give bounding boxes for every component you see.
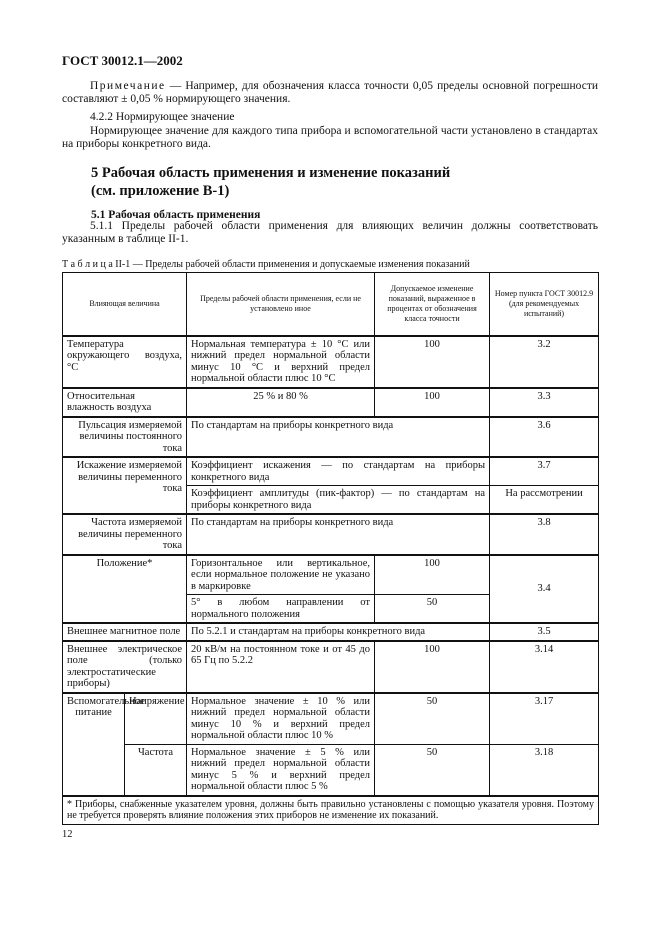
table-footnote: * Приборы, снабженные указателем уровня, должны быть правильно установлены с помощью указателя уровня. Поэтому не требуется проверять влияние положения этих приборов не изменение их показаний. bbox=[63, 796, 599, 825]
table-row bbox=[63, 555, 599, 595]
limits-cell: 25 % и 80 % bbox=[187, 388, 375, 417]
table-row bbox=[63, 336, 599, 388]
table-header-row bbox=[63, 273, 599, 336]
change-cell: 100 bbox=[375, 388, 490, 417]
clause-cell: 3.17 bbox=[490, 693, 599, 745]
factor-cell: Температура окружающего воздуха, °С bbox=[63, 336, 187, 388]
limits-cell: Нормальная температура ± 10 °С или нижний предел нормальной области минус 10 °С и верхний предел нормальной области плюс 10 °С bbox=[187, 336, 375, 388]
factor-cell: Частота измеряемой величины переменного тока bbox=[63, 514, 187, 555]
table-row bbox=[63, 417, 599, 458]
clause-cell: 3.4 bbox=[490, 555, 599, 624]
limits-cell: Коэффициент амплитуды (пик-фактор) — по стандартам на приборы конкретного вида bbox=[187, 486, 490, 515]
change-cell: 100 bbox=[375, 336, 490, 388]
clause-cell: 3.3 bbox=[490, 388, 599, 417]
factor-cell: Пульсация измеряемой величины постоянного тока bbox=[63, 417, 187, 458]
table-row bbox=[63, 514, 599, 555]
table-footnote-row bbox=[63, 796, 599, 825]
change-cell: 100 bbox=[375, 641, 490, 693]
clause-cell: 3.18 bbox=[490, 744, 599, 796]
factor-cell: Относительная влажность воздуха bbox=[63, 388, 187, 417]
table-row bbox=[63, 641, 599, 693]
clause-cell: 3.6 bbox=[490, 417, 599, 458]
header-change: Допускаемое изменение показаний, выраженное в процентах от обозначения класса точности bbox=[375, 273, 490, 336]
clause-cell: 3.14 bbox=[490, 641, 599, 693]
limits-cell: 20 кВ/м на постоянном токе и от 45 до 65 Гц по 5.2.2 bbox=[187, 641, 375, 693]
limits-cell: Нормальное значение ± 10 % или нижний предел нормальной области минус 10 % и верхний предел нормальной области плюс 10 % bbox=[187, 693, 375, 745]
limits-cell: Горизонтальное или вертикальное, если нормальное положение не указано в маркировке bbox=[187, 555, 375, 595]
header-limits: Пределы рабочей области применения, если не установлено иное bbox=[187, 273, 375, 336]
factor-cell: Искажение измеряемой величины переменного тока bbox=[63, 457, 187, 514]
limits-cell: Коэффициент искажения — по стандартам на приборы конкретного вида bbox=[187, 457, 490, 486]
limits-cell: По стандартам на приборы конкретного вида bbox=[187, 417, 490, 458]
limits-cell: Нормальное значение ± 5 % или нижний предел нормальной области минус 5 % и верхний предел нормальной области плюс 5 % bbox=[187, 744, 375, 796]
section-5-1-title: 5.1 Рабочая область применения bbox=[91, 209, 261, 221]
clause-cell: 3.5 bbox=[490, 623, 599, 641]
table-row bbox=[63, 693, 599, 745]
table-row bbox=[63, 457, 599, 486]
table-caption: Т а б л и ц а II-1 — Пределы рабочей области применения и допускаемые изменения показаний bbox=[62, 259, 470, 270]
note-text: — Например, для обозначения класса точности 0,05 пределы основной погрешности составляют ± 0,05 % нормирующего значения. bbox=[62, 80, 598, 105]
document-header: ГОСТ 30012.1—2002 bbox=[62, 53, 183, 68]
section-4-2-2-text: Нормирующее значение для каждого типа прибора и вспомогательной части установлено в стандартах на приборы конкретного вида. bbox=[62, 125, 598, 150]
clause-cell: 3.8 bbox=[490, 514, 599, 555]
page-number: 12 bbox=[62, 829, 73, 840]
note-label: Примечание bbox=[90, 80, 166, 92]
change-cell: 50 bbox=[375, 693, 490, 745]
table-row bbox=[63, 388, 599, 417]
section-5-1-1-text: 5.1.1 Пределы рабочей области применения для влияющих величин должны соответствовать указанным в таблице II-1. bbox=[62, 220, 598, 245]
change-cell: 100 bbox=[375, 555, 490, 595]
clause-cell: 3.2 bbox=[490, 336, 599, 388]
section-5-heading bbox=[91, 164, 450, 200]
clause-cell: На рассмотрении bbox=[490, 486, 599, 515]
clause-cell: 3.7 bbox=[490, 457, 599, 486]
change-cell: 50 bbox=[375, 744, 490, 796]
header-factor: Влияющая величина bbox=[63, 273, 187, 336]
section-5-title-line1: 5 Рабочая область применения и изменение показаний bbox=[91, 165, 451, 181]
factor-cell: Положение* bbox=[63, 555, 187, 624]
sub-factor-cell: Частота bbox=[125, 744, 187, 796]
factor-cell: Вспомогательное питание bbox=[63, 693, 125, 796]
factor-cell: Внешнее электрическое поле (только электростатические приборы) bbox=[63, 641, 187, 693]
sub-factor-cell: Напряжение bbox=[125, 693, 187, 745]
factor-cell: Внешнее магнитное поле bbox=[63, 623, 187, 641]
influence-limits-table bbox=[62, 272, 599, 825]
note-paragraph bbox=[62, 80, 598, 106]
section-4-2-2-title: 4.2.2 Нормирующее значение bbox=[90, 111, 235, 123]
table-row bbox=[63, 744, 599, 796]
limits-cell: По 5.2.1 и стандартам на приборы конкретного вида bbox=[187, 623, 490, 641]
header-clause: Номер пункта ГОСТ 30012.9 (для рекомендуемых испытаний) bbox=[490, 273, 599, 336]
section-5-title-line2: (см. приложение В-1) bbox=[91, 183, 230, 199]
limits-cell: По стандартам на приборы конкретного вида bbox=[187, 514, 490, 555]
change-cell: 50 bbox=[375, 595, 490, 624]
table-row bbox=[63, 623, 599, 641]
limits-cell: 5° в любом направлении от нормального положения bbox=[187, 595, 375, 624]
